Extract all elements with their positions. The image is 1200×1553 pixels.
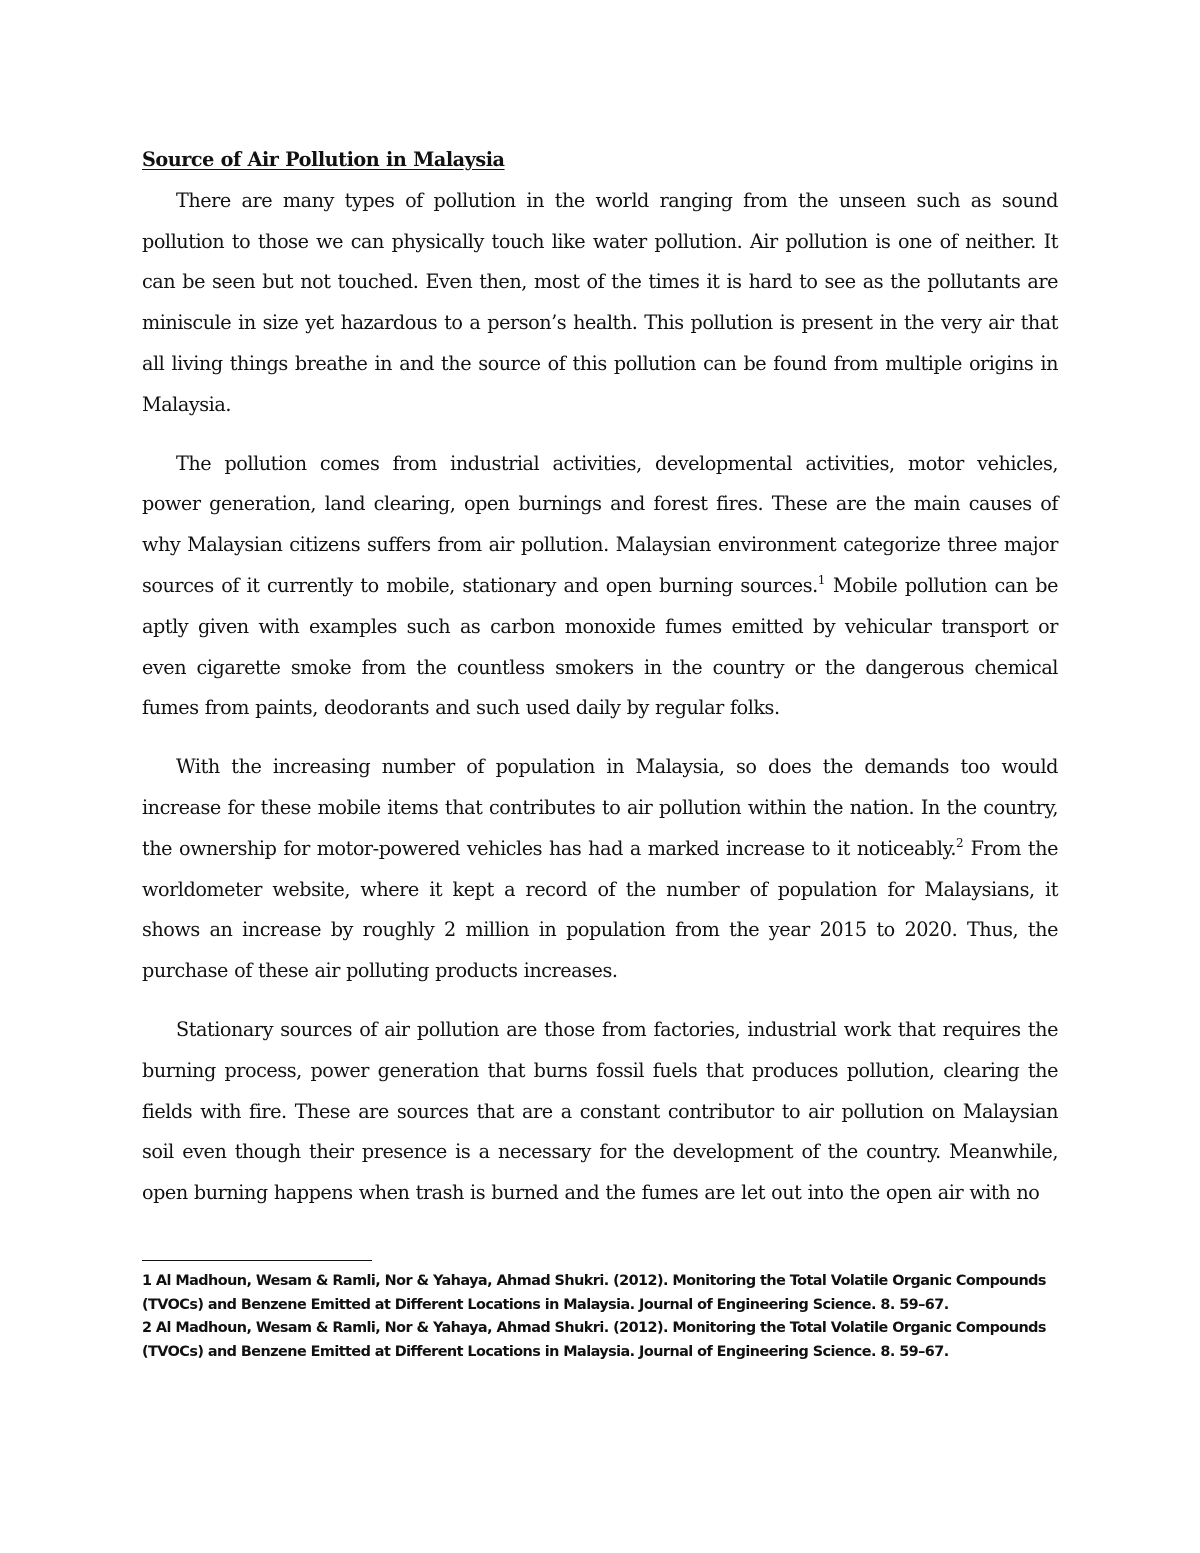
footnote-1: 1 Al Madhoun, Wesam & Ramli, Nor & Yahaya, Ahmad Shukri. (2012). Monitoring the Total Volatile Organic Compounds (TVOCs) and Benzene Emitted at Different Locations in Malaysia. Journal of Engineering Science. 8. 59–67. — [142, 1273, 1046, 1313]
footnote-ref-2[interactable]: 2 — [956, 835, 964, 850]
footnote-2: 2 Al Madhoun, Wesam & Ramli, Nor & Yahaya, Ahmad Shukri. (2012). Monitoring the Total Volatile Organic Compounds (TVOCs) and Benzene Emitted at Different Locations in Malaysia. Journal of Engineering Science. 8. 59–67. — [142, 1320, 1046, 1360]
paragraph-3-text-a: With the increasing number of population in Malaysia, so does the demands too would increase for these mobile items that contributes to air pollution within the nation. In the country, the ownership for motor-powered vehicles has had a marked increase to it noticeably. — [142, 755, 1058, 860]
paragraph-2 — [142, 444, 1058, 730]
paragraph-4: Stationary sources of air pollution are those from factories, industrial work that requires the burning process, power generation that burns fossil fuels that produces pollution, clearing the fields with fire. These are sources that are a constant contributor to air pollution on Malaysian soil even though their presence is a necessary for the development of the country. Meanwhile, open burning happens when trash is burned and the fumes are let out into the open air with no — [142, 1017, 1058, 1205]
page-title: Source of Air Pollution in Malaysia — [142, 148, 505, 171]
paragraph-3 — [142, 747, 1058, 992]
paragraph-3-text-b: From the worldometer website, where it kept a record of the number of population for Malaysians, it shows an increase by roughly 2 million in population from the year 2015 to 2020. Thus, the purchase of these air polluting products increases. — [142, 836, 1058, 983]
document-body — [142, 140, 1058, 1214]
footnotes — [142, 1270, 1058, 1364]
footnote-ref-1[interactable]: 1 — [817, 572, 826, 587]
paragraph-1: There are many types of pollution in the world ranging from the unseen such as sound pollution to those we can physically touch like water pollution. Air pollution is one of neither. It can be seen but not touched. Even then, most of the times it is hard to see as the pollutants are miniscule in size yet hazardous to a person’s health. This pollution is present in the very air that all living things breathe in and the source of this pollution can be found from multiple origins in Malaysia. — [142, 188, 1058, 416]
paragraph-2-text-b: Mobile pollution can be aptly given with examples such as carbon monoxide fumes emitted by vehicular transport or even cigarette smoke from the countless smokers in the country or the dangerous chemical fumes from paints, deodorants and such used daily by regular folks. — [142, 573, 1059, 720]
footnote-separator — [142, 1260, 372, 1261]
paragraph-2-text-a: The pollution comes from industrial activities, developmental activities, motor vehicles, power generation, land clearing, open burnings and forest fires. These are the main causes of why Malaysian citizens suffers from air pollution. Malaysian environment categorize three major sources of it currently to mobile, stationary and open burning sources. — [142, 451, 1058, 597]
